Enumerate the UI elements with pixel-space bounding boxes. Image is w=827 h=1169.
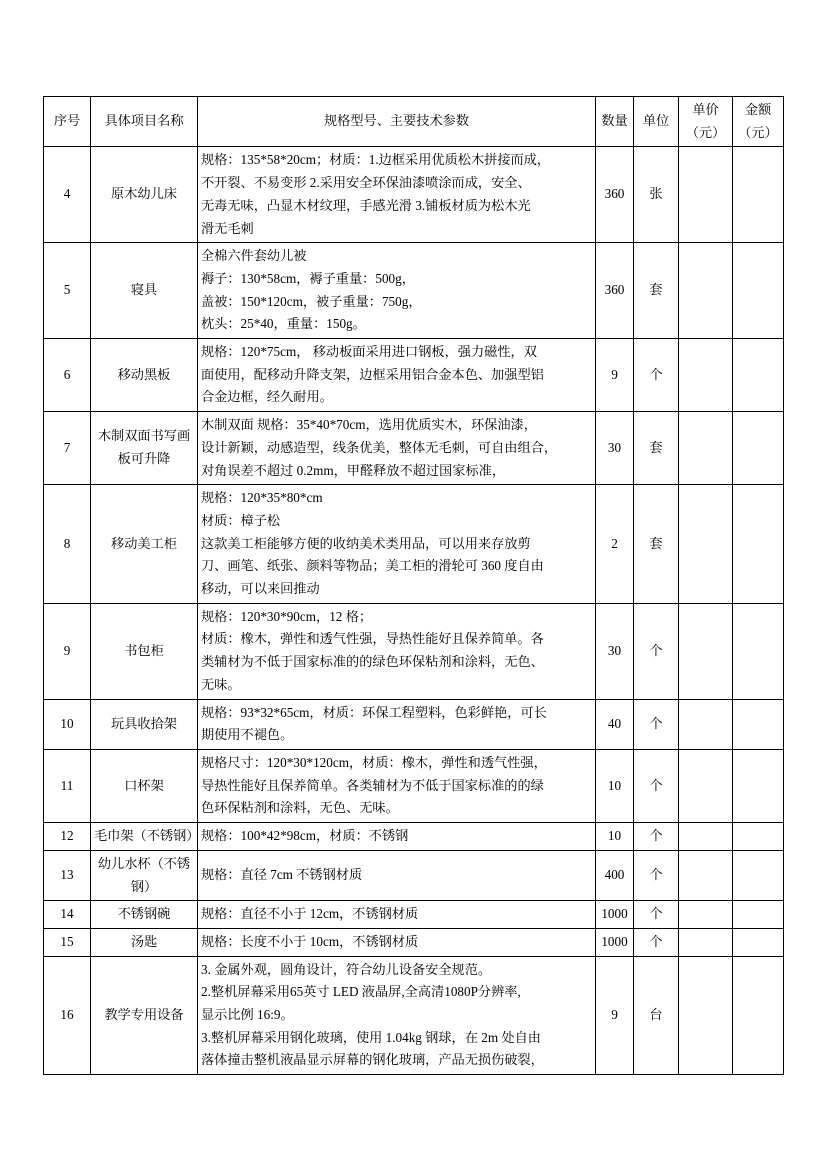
item-name-line: 幼儿水杯（不锈: [97, 855, 191, 871]
table-row: [44, 339, 784, 412]
item-specification: [198, 147, 596, 243]
specification-line: 木制双面 规格：35*40*70cm，选用优质实木，环保油漆，: [201, 417, 537, 433]
item-quantity: 40: [596, 699, 634, 749]
specification-line: 2.整机屏幕采用65英寸 LED 液晶屏,全高清1080P分辨率,: [201, 984, 521, 1000]
specification-line: 导热性能好且保养简单。各类辅材为不低于国家标准的的绿: [201, 777, 544, 793]
specification-line: 滑无毛刺: [201, 220, 254, 236]
item-unit: 个: [634, 928, 679, 956]
item-unit-price[interactable]: [679, 928, 733, 956]
specification-line: 规格：120*30*90cm，12 格；: [201, 608, 373, 624]
item-name: [91, 850, 198, 900]
specification-line: 规格：100*42*98cm，材质：不锈钢: [201, 828, 409, 844]
item-unit-price[interactable]: [679, 956, 733, 1075]
table-row: [44, 412, 784, 485]
specification-line: 无毒无味，凸显木材纹理，手感光滑 3.铺板材质为松木光: [201, 197, 531, 213]
row-number: 4: [44, 147, 91, 243]
specification-line: 3.整机屏幕采用钢化玻璃，使用 1.04kg 钢球，在 2m 处自由: [201, 1029, 541, 1045]
table-header: [44, 97, 784, 147]
item-unit-price[interactable]: [679, 339, 733, 412]
specification-line: 规格：120*75cm， 移动板面采用进口钢板，强力磁性，双: [201, 344, 537, 360]
row-number: 7: [44, 412, 91, 485]
item-unit: 个: [634, 339, 679, 412]
item-unit-price[interactable]: [679, 749, 733, 822]
item-unit-price[interactable]: [679, 603, 733, 699]
item-unit-price[interactable]: [679, 823, 733, 851]
item-name-line: 钢）: [130, 878, 158, 894]
specification-line: 规格：135*58*20cm；材质：1.边框采用优质松木拼接而成，: [201, 152, 551, 168]
specification-line: 规格尺寸：120*30*120cm，材质：橡木，弹性和透气性强，: [201, 754, 547, 770]
column-header-spec: 规格型号、主要技术参数: [198, 97, 596, 147]
item-unit: 套: [634, 485, 679, 604]
specification-line: 规格：120*35*80*cm: [201, 490, 323, 506]
item-amount[interactable]: [733, 699, 784, 749]
column-header-amount: [733, 97, 784, 147]
specification-line: 规格：93*32*65cm，材质：环保工程塑料，色彩鲜艳，可长: [201, 704, 547, 720]
item-amount[interactable]: [733, 243, 784, 339]
item-unit-price[interactable]: [679, 699, 733, 749]
item-unit-price[interactable]: [679, 243, 733, 339]
specification-line: 褥子：130*58cm，褥子重量：500g，: [201, 270, 415, 286]
item-amount[interactable]: [733, 412, 784, 485]
row-number: 14: [44, 901, 91, 929]
item-specification: [198, 699, 596, 749]
item-quantity: 2: [596, 485, 634, 604]
column-header-unit: 单位: [634, 97, 679, 147]
item-unit: 个: [634, 603, 679, 699]
specification-line: 期使用不褪色。: [201, 727, 294, 743]
row-number: 12: [44, 823, 91, 851]
item-amount[interactable]: [733, 603, 784, 699]
item-unit: 套: [634, 243, 679, 339]
item-name: 毛巾架（不锈钢）: [91, 823, 198, 851]
item-unit: 套: [634, 412, 679, 485]
specification-line: 刀、画笔、纸张、颜料等物品；美工柜的滑轮可 360 度自由: [201, 558, 544, 574]
row-number: 13: [44, 850, 91, 900]
item-unit-price[interactable]: [679, 412, 733, 485]
item-quantity: 30: [596, 412, 634, 485]
table-row: [44, 243, 784, 339]
row-number: 11: [44, 749, 91, 822]
item-name: 书包柜: [91, 603, 198, 699]
item-specification: [198, 928, 596, 956]
table-row: [44, 823, 784, 851]
item-amount[interactable]: [733, 485, 784, 604]
specification-line: 规格：直径 7cm 不锈钢材质: [201, 867, 363, 883]
item-name: 移动黑板: [91, 339, 198, 412]
item-specification: [198, 901, 596, 929]
column-header-unit-price-line1: 单价: [692, 102, 719, 117]
item-amount[interactable]: [733, 901, 784, 929]
item-unit: 个: [634, 823, 679, 851]
specification-line: 盖被：150*120cm，被子重量：750g，: [201, 293, 422, 309]
table-row: [44, 749, 784, 822]
item-specification: [198, 339, 596, 412]
item-name: 口杯架: [91, 749, 198, 822]
item-quantity: 9: [596, 339, 634, 412]
item-specification: [198, 749, 596, 822]
specification-line: 面使用，配移动升降支架，边框采用铝合金本色、加强型铝: [201, 366, 544, 382]
item-unit-price[interactable]: [679, 485, 733, 604]
item-specification: [198, 823, 596, 851]
table-row: [44, 699, 784, 749]
column-header-amount-line2: （元）: [738, 124, 778, 140]
item-name: 玩具收拾架: [91, 699, 198, 749]
specification-line: 规格：直径不小于 12cm，不锈钢材质: [201, 906, 419, 922]
item-unit: 个: [634, 901, 679, 929]
row-number: 6: [44, 339, 91, 412]
specification-line: 不开裂、不易变形 2.采用安全环保油漆喷涂而成，安全、: [201, 175, 531, 191]
item-specification: [198, 603, 596, 699]
item-specification: [198, 956, 596, 1075]
table-row: [44, 901, 784, 929]
specification-line: 色环保粘剂和涂料，无色、无味。: [201, 800, 399, 816]
item-unit: 张: [634, 147, 679, 243]
table-row: [44, 147, 784, 243]
header-row: [44, 97, 784, 147]
specification-line: 材质：橡木，弹性和透气性强，导热性能好且保养简单。各: [201, 631, 544, 647]
item-specification: [198, 485, 596, 604]
specification-line: 全棉六件套幼儿被: [201, 248, 307, 264]
equipment-spec-table: [43, 96, 784, 1075]
item-unit-price[interactable]: [679, 901, 733, 929]
item-quantity: 30: [596, 603, 634, 699]
column-header-unit-price-line2: （元）: [685, 124, 726, 140]
item-amount[interactable]: [733, 850, 784, 900]
table-row: [44, 850, 784, 900]
specification-line: 无味。: [201, 676, 241, 692]
specification-line: 对角误差不超过 0.2mm，甲醛释放不超过国家标准，: [201, 462, 506, 478]
column-header-unit-price: [679, 97, 733, 147]
item-quantity: 360: [596, 243, 634, 339]
specification-line: 移动，可以来回推动: [201, 581, 320, 597]
item-name-line: 木制双面书写画: [97, 428, 191, 444]
item-name: 教学专用设备: [91, 956, 198, 1075]
table-row: [44, 603, 784, 699]
item-amount[interactable]: [733, 147, 784, 243]
item-name: 汤匙: [91, 928, 198, 956]
item-amount[interactable]: [733, 928, 784, 956]
row-number: 9: [44, 603, 91, 699]
specification-line: 类辅材为不低于国家标准的的绿色环保粘剂和涂料，无色、: [201, 654, 544, 670]
item-name: 不锈钢碗: [91, 901, 198, 929]
row-number: 5: [44, 243, 91, 339]
table-body: [44, 147, 784, 1075]
row-number: 15: [44, 928, 91, 956]
row-number: 8: [44, 485, 91, 604]
column-header-no: 序号: [44, 97, 91, 147]
item-quantity: 1000: [596, 928, 634, 956]
item-unit: 台: [634, 956, 679, 1075]
item-amount[interactable]: [733, 823, 784, 851]
item-quantity: 400: [596, 850, 634, 900]
specification-line: 设计新颖，动感造型，线条优美，整体无毛刺，可自由组合，: [201, 439, 558, 455]
table-row: [44, 956, 784, 1075]
item-unit: 个: [634, 749, 679, 822]
item-unit-price[interactable]: [679, 850, 733, 900]
item-quantity: 360: [596, 147, 634, 243]
item-specification: [198, 412, 596, 485]
item-unit: 个: [634, 699, 679, 749]
item-amount[interactable]: [733, 339, 784, 412]
column-header-name: 具体项目名称: [91, 97, 198, 147]
specification-line: 这款美工柜能够方便的收纳美术类用品，可以用来存放剪: [201, 535, 531, 551]
item-specification: [198, 243, 596, 339]
specification-line: 规格：长度不小于 10cm，不锈钢材质: [201, 933, 419, 949]
item-quantity: 10: [596, 749, 634, 822]
item-specification: [198, 850, 596, 900]
specification-line: 枕头：25*40，重量：150g。: [201, 316, 366, 332]
item-quantity: 1000: [596, 901, 634, 929]
item-amount[interactable]: [733, 749, 784, 822]
column-header-amount-line1: 金额: [744, 102, 772, 117]
item-name: [91, 412, 198, 485]
item-unit: 个: [634, 850, 679, 900]
item-quantity: 10: [596, 823, 634, 851]
row-number: 16: [44, 956, 91, 1075]
item-amount[interactable]: [733, 956, 784, 1075]
table-row: [44, 485, 784, 604]
item-name: 原木幼儿床: [91, 147, 198, 243]
column-header-quantity: 数量: [596, 97, 634, 147]
specification-line: 合金边框，经久耐用。: [201, 389, 333, 405]
specification-line: 显示比例 16:9。: [201, 1007, 294, 1023]
item-name-line: 板可升降: [117, 451, 171, 467]
item-unit-price[interactable]: [679, 147, 733, 243]
specification-line: 落体撞击整机液晶显示屏幕的钢化玻璃，产品无损伤破裂，: [201, 1052, 544, 1068]
specification-line: 3. 金属外观，圆角设计，符合幼儿设备安全规范。: [201, 961, 492, 977]
item-name: 寝具: [91, 243, 198, 339]
item-name: 移动美工柜: [91, 485, 198, 604]
row-number: 10: [44, 699, 91, 749]
item-quantity: 9: [596, 956, 634, 1075]
specification-line: 材质：樟子松: [201, 512, 281, 528]
table-row: [44, 928, 784, 956]
